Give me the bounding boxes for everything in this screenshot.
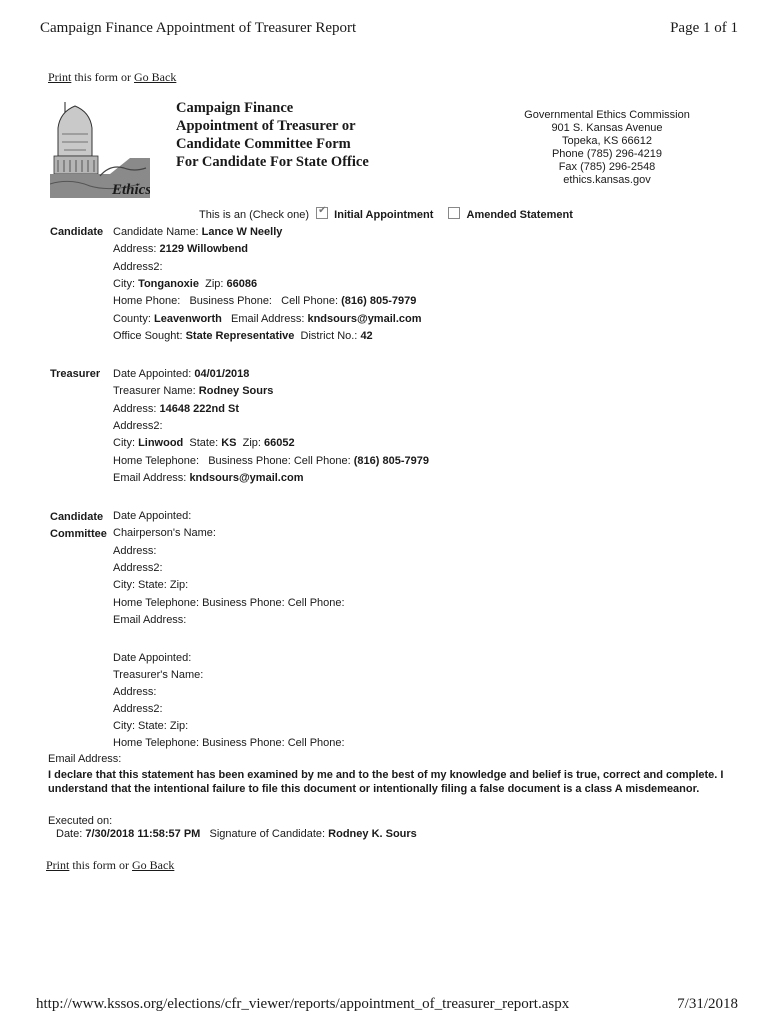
treasurer-state: KS xyxy=(221,437,237,449)
agency-fax: Fax (785) 296-2548 xyxy=(558,161,656,173)
amended-statement-checkbox[interactable] xyxy=(448,207,460,219)
candidate-district: 42 xyxy=(360,330,373,342)
logo-text: Ethics xyxy=(112,182,150,198)
check-mark-icon: ✔ xyxy=(318,205,327,216)
amended-statement-label: Amended Statement xyxy=(466,209,573,221)
treasurer-phones-row: Home Telephone: Business Phone: Cell Phone: (816) 805-7979 xyxy=(113,455,429,467)
candidate-email: kndsours@ymail.com xyxy=(307,313,422,325)
candidate-city-row: City: Tonganoxie Zip: 66086 xyxy=(113,278,258,290)
agency-contact xyxy=(508,109,706,187)
treasurer-address: 14648 222nd St xyxy=(159,403,239,415)
executed-date: 7/30/2018 11:58:57 PM xyxy=(85,828,201,840)
candidate-signature: Rodney K. Sours xyxy=(328,828,417,840)
committee-city-row: City: State: Zip: xyxy=(113,579,189,591)
candidate-name-row: Candidate Name: Lance W Neelly xyxy=(113,226,283,238)
committee-treasurer-address-row: Address: xyxy=(113,686,157,698)
treasurer-date-row: Date Appointed: 04/01/2018 xyxy=(113,368,250,380)
committee-date-row: Date Appointed: xyxy=(113,510,192,522)
form-title-line2: Appointment of Treasurer or xyxy=(176,118,356,134)
treasurer-city: Linwood xyxy=(138,437,184,449)
footer-url: http://www.kssos.org/elections/cfr_viewer/reports/appointment_of_treasurer_report.aspx xyxy=(36,996,570,1012)
treasurer-name: Rodney Sours xyxy=(198,385,274,397)
initial-appointment-checkbox[interactable] xyxy=(316,207,328,219)
candidate-city: Tonganoxie xyxy=(138,278,199,290)
treasurer-address2-row: Address2: xyxy=(113,420,163,432)
candidate-county: Leavenworth xyxy=(153,313,222,325)
capitol-logo xyxy=(50,98,150,198)
print-page-title: Campaign Finance Appointment of Treasurer Report xyxy=(40,20,357,36)
committee-treasurer-address2-row: Address2: xyxy=(113,703,163,715)
bottom-nav xyxy=(46,858,174,873)
agency-name: Governmental Ethics Commission xyxy=(524,109,690,121)
appointment-type-row xyxy=(199,207,573,221)
executed-label: Executed on: xyxy=(48,815,113,827)
treasurer-cell-phone: (816) 805-7979 xyxy=(353,455,429,467)
treasurer-date: 04/01/2018 xyxy=(194,368,250,380)
page-number: Page 1 of 1 xyxy=(670,20,738,36)
candidate-address: 2129 Willowbend xyxy=(159,243,249,255)
treasurer-address-row: Address: 14648 222nd St xyxy=(113,403,239,415)
executed-row: Date: 7/30/2018 11:58:57 PM Signature of Candidate: Rodney K. Sours xyxy=(56,828,417,840)
declaration-text: I declare that this statement has been examined by me and to the best of my knowledge and belief is true, correct and complete. I understand that the intentional failure to file this document or intentionally filing a false document is a class A misdemeanor. xyxy=(48,769,724,795)
go-back-link-bottom[interactable]: Go Back xyxy=(132,858,175,872)
nav-middle-text: this form or xyxy=(71,70,135,84)
committee-section-label: Candidate Committee xyxy=(50,511,107,540)
initial-appointment-label: Initial Appointment xyxy=(334,209,434,221)
committee-treasurer-name-row: Treasurer's Name: xyxy=(113,669,204,681)
candidate-county-row: County: Leavenworth Email Address: kndsours@ymail.com xyxy=(113,313,422,325)
form-title-line4: For Candidate For State Office xyxy=(176,154,369,170)
treasurer-email-row: Email Address: kndsours@ymail.com xyxy=(113,472,304,484)
candidate-cell-phone: (816) 805-7979 xyxy=(341,295,417,307)
treasurer-section-label: Treasurer xyxy=(50,368,101,380)
committee-chair-row: Chairperson's Name: xyxy=(113,527,216,539)
check-prompt: This is an (Check one) xyxy=(199,209,310,221)
footer-date: 7/31/2018 xyxy=(677,996,738,1012)
candidate-office: State Representative xyxy=(185,330,295,342)
agency-phone: Phone (785) 296-4219 xyxy=(551,148,663,160)
candidate-section-label: Candidate xyxy=(50,226,104,238)
agency-web: ethics.kansas.gov xyxy=(563,174,651,186)
form-title-line1: Campaign Finance xyxy=(176,100,294,116)
candidate-phones-row: Home Phone: Business Phone: Cell Phone: (816) 805-7979 xyxy=(113,295,417,307)
agency-street: 901 S. Kansas Avenue xyxy=(551,122,663,134)
treasurer-city-row: City: Linwood State: KS Zip: 66052 xyxy=(113,437,295,449)
committee-address-row: Address: xyxy=(113,545,157,557)
candidate-address-row: Address: 2129 Willowbend xyxy=(113,243,249,255)
committee-treasurer-date-row: Date Appointed: xyxy=(113,652,192,664)
candidate-zip: 66086 xyxy=(226,278,258,290)
candidate-office-row: Office Sought: State Representative District No.: 42 xyxy=(113,330,373,342)
top-nav xyxy=(48,70,176,85)
print-link[interactable]: Print xyxy=(48,70,72,84)
committee-treasurer-email-row: Email Address: xyxy=(48,753,122,765)
treasurer-name-row: Treasurer Name: Rodney Sours xyxy=(113,385,274,397)
candidate-name: Lance W Neelly xyxy=(201,226,283,238)
go-back-link[interactable]: Go Back xyxy=(134,70,177,84)
committee-address2-row: Address2: xyxy=(113,562,163,574)
committee-treasurer-phones-row: Home Telephone: Business Phone: Cell Phone: xyxy=(113,737,345,749)
committee-email-row: Email Address: xyxy=(113,614,187,626)
agency-city: Topeka, KS 66612 xyxy=(562,135,652,147)
candidate-address2-row: Address2: xyxy=(113,261,163,273)
treasurer-zip: 66052 xyxy=(264,437,295,449)
print-link-bottom[interactable]: Print xyxy=(46,858,70,872)
form-title xyxy=(176,99,369,171)
committee-treasurer-city-row: City: State: Zip: xyxy=(113,720,189,732)
committee-phones-row: Home Telephone: Business Phone: Cell Phone: xyxy=(113,597,345,609)
nav-middle-text-bottom: this form or xyxy=(69,858,133,872)
treasurer-email: kndsours@ymail.com xyxy=(189,472,304,484)
form-title-line3: Candidate Committee Form xyxy=(176,136,351,152)
